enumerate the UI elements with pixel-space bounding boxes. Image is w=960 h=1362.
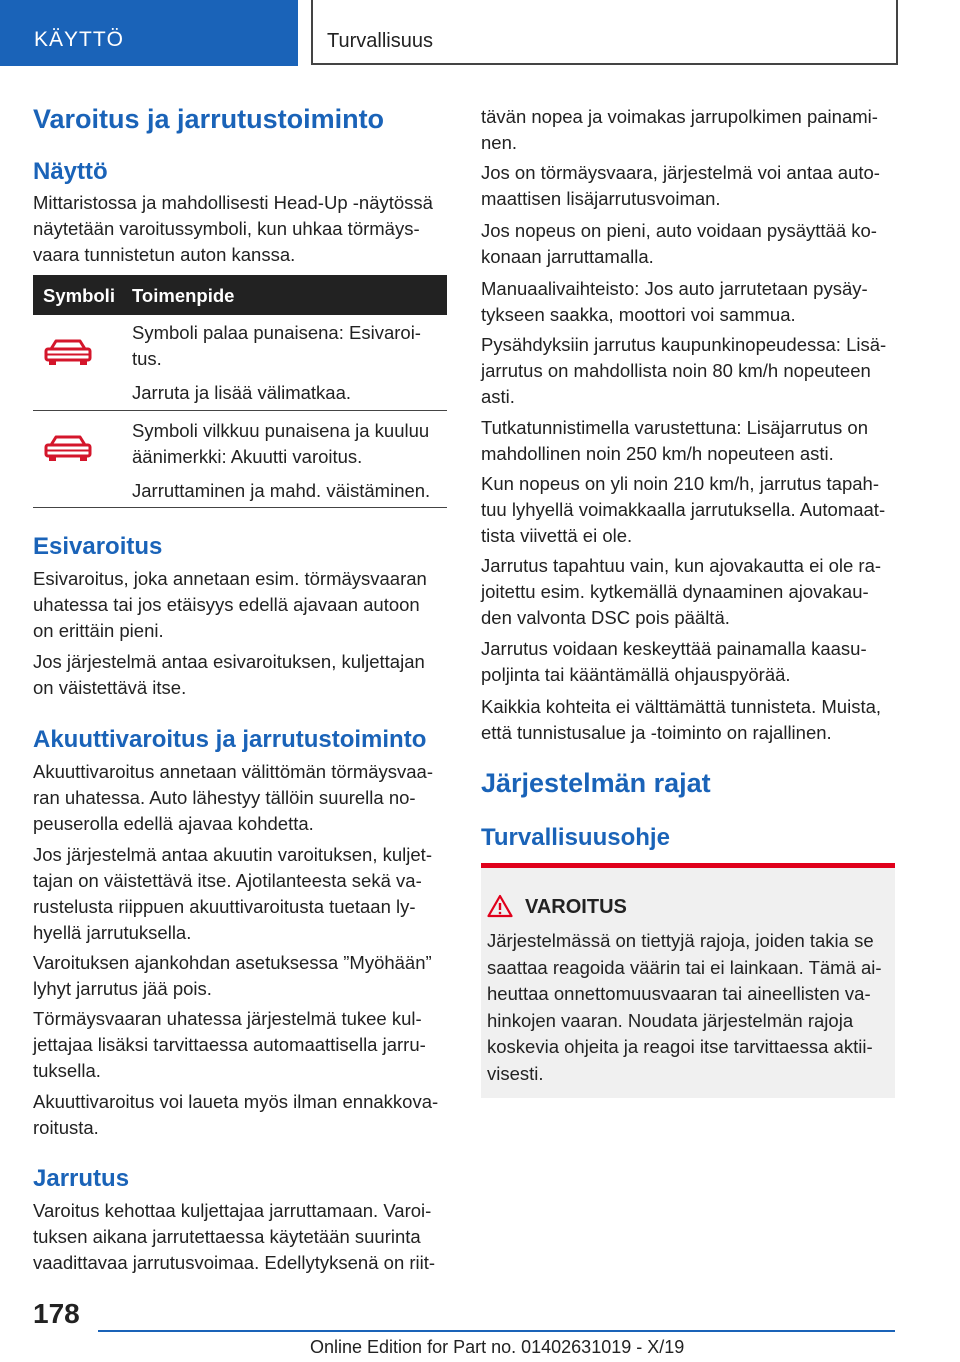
acute-text-1: Akuuttivaroitus annetaan välittömän törmäysvaa‐ ran uhatessa. Auto lähestyy tällöin suurella no‐ peuserolla edellä ajavaa kohdetta. (33, 761, 434, 834)
acute-text-3: Varoituksen ajankohdan asetuksessa ”Myöhään” lyhyt jarrutus jää pois. (33, 952, 432, 999)
right-text-4: Manuaalivaihteisto: Jos auto jarrutetaan pysäy‐ tykseen saakka, moottori voi sammua. (481, 278, 868, 325)
footer-edition: Online Edition for Part no. 01402631019 - X/19 (310, 1337, 685, 1357)
warning-box (481, 863, 895, 1098)
page-title: Varoitus ja jarrutustoiminto (33, 104, 385, 134)
right-text-9: Jarrutus voidaan keskeyttää painamalla kaasu‐ poljinta tai kääntämällä ohjauspyörää. (481, 638, 867, 685)
right-text-8: Jarrutus tapahtuu vain, kun ajovakautta ei ole ra‐ joitettu esim. kytkemällä dynaaminen ajovakau‐ den valvonta DSC pois päältä. (481, 555, 882, 628)
table-divider (33, 507, 447, 508)
table-row-1-line2: Jarruta ja lisää välimatkaa. (132, 382, 352, 403)
safety-heading: Turvallisuusohje (481, 824, 670, 851)
braking-text-1: Varoitus kehottaa kuljettajaa jarruttamaan. Varoi‐ tuksen aikana jarrutettaessa käytetään suurinta vaadittavaa jarrutusvoimaa. Edellytyksenä on riit‐ (33, 1200, 436, 1273)
acute-heading: Akuuttivaroitus ja jarrutustoiminto (33, 726, 427, 753)
section-label: KÄYTTÖ (34, 28, 125, 51)
right-text-2: Jos on törmäysvaara, järjestelmä voi antaa auto‐ maattisen lisäjarrutusvoiman. (481, 162, 880, 209)
chapter-frame (311, 0, 898, 65)
table-row-2-line2: Jarruttaminen ja mahd. väistäminen. (132, 480, 431, 501)
symbol-table-header (33, 275, 447, 315)
display-heading: Näyttö (33, 158, 108, 185)
right-text-5: Pysähdyksiin jarrutus kaupunkinopeudessa: Lisä‐ jarrutus on mahdollista noin 80 km/h nopeuteen asti. (481, 334, 887, 407)
warning-text: Järjestelmässä on tiettyjä rajoja, joiden takia se saattaa reagoida väärin tai ei lainkaan. Tämä ai‐ heuttaa onnettomuusvaaran tai aineellisten va‐ hinkojen vaaran. Noudata järjestelmän rajoja koskevia ohjeita ja reagoi itse tarvittaessa aktii‐ visesti. (487, 930, 882, 1084)
limits-heading: Järjestelmän rajat (481, 768, 711, 798)
right-text-7: Kun nopeus on yli noin 210 km/h, jarrutus tapah‐ tuu lyhyellä voimakkaalla jarrutuksella. Automaat‐ tista viivettä ei ole. (481, 473, 886, 546)
chapter-label: Turvallisuus (327, 30, 433, 52)
table-divider (33, 410, 447, 411)
right-text-1: tävän nopea ja voimakas jarrupolkimen painami‐ nen. (481, 106, 878, 153)
car-warning-icon (43, 337, 93, 367)
acute-text-2: Jos järjestelmä antaa akuutin varoituksen, kuljet‐ tajan on väistettävä itse. Ajotilanteesta sekä va‐ rustelusta riippuen akuuttivaroitusta tuetaan ly‐ hyellä jarrutuksella. (33, 844, 432, 943)
right-text-3: Jos nopeus on pieni, auto voidaan pysäyttää ko‐ konaan jarruttamalla. (481, 220, 877, 267)
footer-divider (98, 1330, 895, 1332)
section-tab (0, 0, 298, 66)
prewarning-text-2: Jos järjestelmä antaa esivaroituksen, kuljettajan on väistettävä itse. (33, 651, 425, 698)
car-warning-icon (43, 433, 93, 463)
right-text-10: Kaikkia kohteita ei välttämättä tunnisteta. Muista, että tunnistusalue ja -toiminto on rajallinen. (481, 696, 882, 743)
warning-triangle-icon (487, 894, 513, 918)
table-row-1-line1: Symboli palaa punaisena: Esivaroi‐ tus. (132, 322, 421, 369)
right-text-6: Tutkatunnistimella varustettuna: Lisäjarrutus on mahdollinen noin 250 km/h nopeuteen asti. (481, 417, 868, 464)
page-number: 178 (33, 1298, 80, 1329)
col-action-header: Toimenpide (132, 285, 235, 306)
acute-text-4: Törmäysvaaran uhatessa järjestelmä tukee kul‐ jettajaa lisäksi tarvittaessa automaattisella jarru‐ tuksella. (33, 1008, 426, 1081)
braking-heading: Jarrutus (33, 1165, 130, 1192)
acute-text-5: Akuuttivaroitus voi laueta myös ilman ennakkova‐ roitusta. (33, 1091, 439, 1138)
prewarning-text-1: Esivaroitus, joka annetaan esim. törmäysvaaran uhatessa tai jos etäisyys edellä ajavaan autoon on erittäin pieni. (33, 568, 427, 641)
col-symbol-header: Symboli (43, 285, 115, 306)
table-row-2-line1: Symboli vilkkuu punaisena ja kuuluu äänimerkki: Akuutti varoitus. (132, 420, 430, 467)
warning-title: VAROITUS (525, 896, 627, 918)
prewarning-heading: Esivaroitus (33, 533, 163, 560)
display-text: Mittaristossa ja mahdollisesti Head-Up -näytössä näytetään varoitussymboli, kun uhkaa törmäys‐ vaara tunnistetun auton kanssa. (33, 192, 433, 265)
